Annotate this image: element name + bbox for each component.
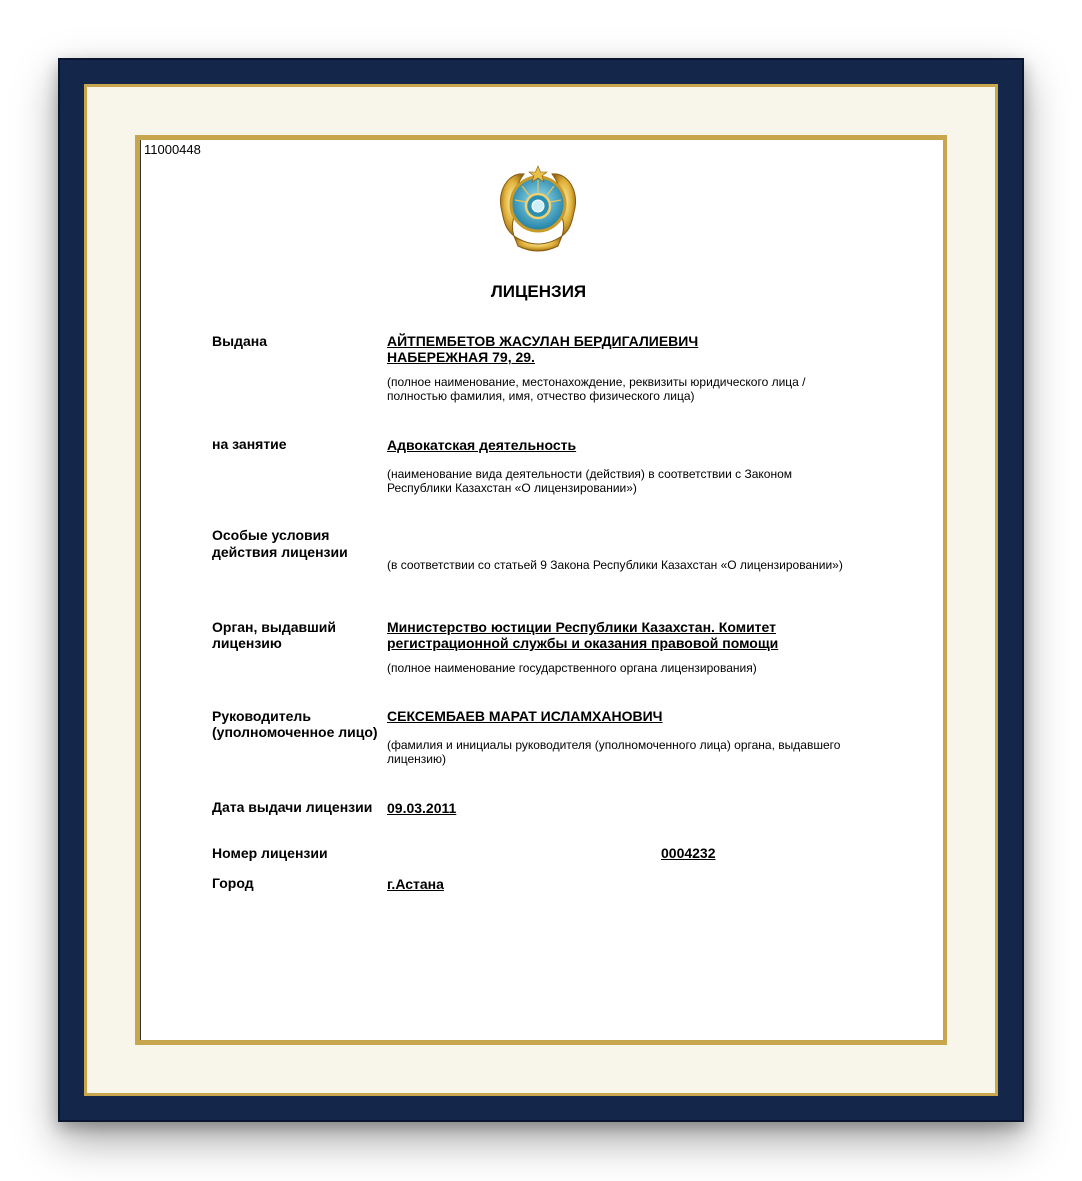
special-conditions-label-2: действия лицензии: [212, 544, 348, 560]
activity-value: Адвокатская деятельность: [387, 437, 577, 453]
issued-to-note-2: полностью фамилия, имя, отчество физического лица): [387, 389, 695, 403]
activity-label: на занятие: [212, 436, 287, 452]
license-number-value: 0004232: [661, 845, 716, 861]
license-number-label: Номер лицензии: [212, 845, 328, 861]
issue-date-label: Дата выдачи лицензии: [212, 799, 373, 815]
document-number: 11000448: [144, 142, 201, 157]
issuing-body-value-1: Министерство юстиции Республики Казахстан. Комитет: [387, 619, 776, 635]
head-value: СЕКСЕМБАЕВ МАРАТ ИСЛАМХАНОВИЧ: [387, 708, 663, 724]
issuing-body-value-2: регистрационной службы и оказания правовой помощи: [387, 635, 779, 651]
activity-note-2: Республики Казахстан «О лицензировании»): [387, 481, 637, 495]
issuing-body-label-1: Орган, выдавший: [212, 619, 337, 635]
head-note-1: (фамилия и инициалы руководителя (уполномоченного лица) органа, выдавшего: [387, 738, 841, 752]
city-value: г.Астана: [387, 876, 444, 892]
head-label-2: (уполномоченное лицо): [212, 724, 378, 740]
activity-note-1: (наименование вида деятельности (действия) в соответствии с Законом: [387, 467, 793, 481]
special-conditions-note: (в соответствии со статьей 9 Закона Республики Казахстан «О лицензировании»): [387, 558, 843, 572]
head-label-1: Руководитель: [212, 708, 311, 724]
license-document: [140, 140, 943, 1040]
issued-to-address: НАБЕРЕЖНАЯ 79, 29.: [387, 349, 535, 365]
issued-to-note-1: (полное наименование, местонахождение, реквизиты юридического лица /: [387, 375, 806, 389]
state-emblem-icon: [492, 162, 584, 254]
license-title: ЛИЦЕНЗИЯ: [490, 282, 587, 301]
issue-date-value: 09.03.2011: [387, 800, 457, 816]
issuing-body-label-2: лицензию: [212, 635, 282, 651]
issued-to-name: АЙТПЕМБЕТОВ ЖАСУЛАН БЕРДИГАЛИЕВИЧ: [387, 333, 699, 349]
head-note-2: лицензию): [387, 752, 446, 766]
city-label: Город: [212, 875, 254, 891]
issued-to-label: Выдана: [212, 333, 267, 349]
issuing-body-note: (полное наименование государственного органа лицензирования): [387, 661, 757, 675]
special-conditions-label-1: Особые условия: [212, 527, 330, 543]
